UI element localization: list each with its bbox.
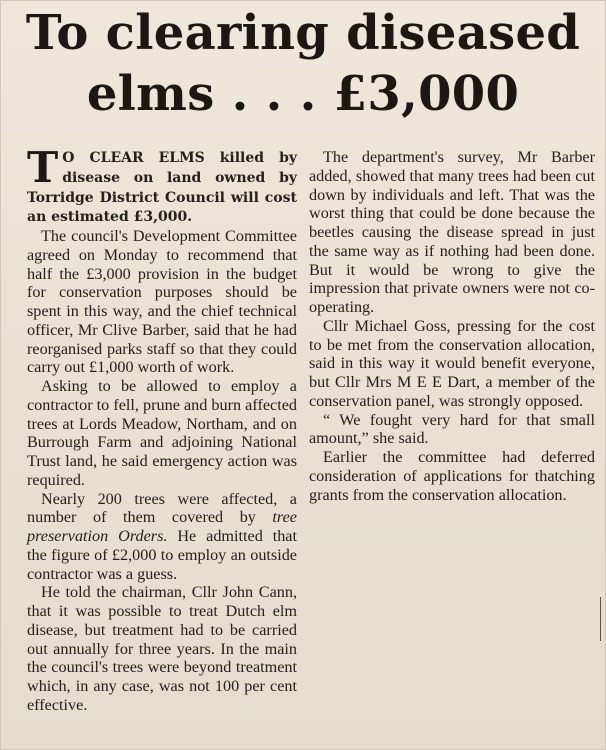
article-paragraph: Cllr Michael Goss, pressing for the cost to be met from the conservation allocation, said in this way it would benefit everyone, but Cllr Mrs M E E Dart, a member of the conservation panel, was strongly opposed. bbox=[309, 316, 595, 410]
lead-text: O CLEAR ELMS killed by disease on land owned by Torridge District Council will cost an estimated £3,000. bbox=[27, 150, 297, 226]
article-text: He admitted that the figure of £2,000 to employ an outside contractor was a guess. bbox=[27, 527, 297, 583]
article-paragraph bbox=[27, 490, 297, 584]
article-text: Nearly 200 trees were affected, a number of them covered by bbox=[27, 489, 297, 527]
article-italic-text: tree preservation Orders. bbox=[27, 508, 297, 545]
article-column-left bbox=[27, 143, 297, 715]
column-edge-mark bbox=[600, 597, 601, 641]
lead-paragraph bbox=[27, 143, 297, 227]
drop-cap: T bbox=[27, 143, 59, 192]
article-paragraph-continued: He told the chairman, Cllr John Cann, that it was possible to treat Dutch elm disease, but treatment had to be carried out annually for three years. In the main the council's trees were beyond treatment which, in any case, was not 100 per cent effective. bbox=[27, 583, 297, 714]
headline-line-1: To clearing diseased bbox=[25, 5, 581, 61]
article-paragraph: The department's survey, Mr Barber added, showed that many trees had been cut down by individuals and left. That was the worst thing that could be done because the beetles causing the disease spread in just the same way as if nothing had been done. But it would be wrong to give the impression that private owners were not co-operating. bbox=[309, 148, 595, 316]
headline-line-2: elms . . . £3,000 bbox=[86, 66, 520, 122]
article-paragraph: Asking to be allowed to employ a contractor to fell, prune and burn affected trees at Lords Meadow, Northam, and on Burrough Farm and adjoining National Trust land, he said emergency action was required. bbox=[27, 377, 297, 489]
article-paragraph: Earlier the committee had deferred consideration of applications for thatching grants from the conservation allocation. bbox=[309, 448, 595, 504]
article-paragraph: “ We fought very hard for that small amount,” she said. bbox=[309, 410, 595, 448]
headline bbox=[19, 3, 587, 125]
article-paragraph: The council's Development Committee agreed on Monday to recommend that half the £3,000 provision in the budget for conservation purposes should be spent in this way, and the chief technical officer, Mr Clive Barber, said that he had reorganised parks staff so that they could carry out £1,000 worth of work. bbox=[27, 227, 297, 377]
article-column-right bbox=[309, 148, 595, 504]
